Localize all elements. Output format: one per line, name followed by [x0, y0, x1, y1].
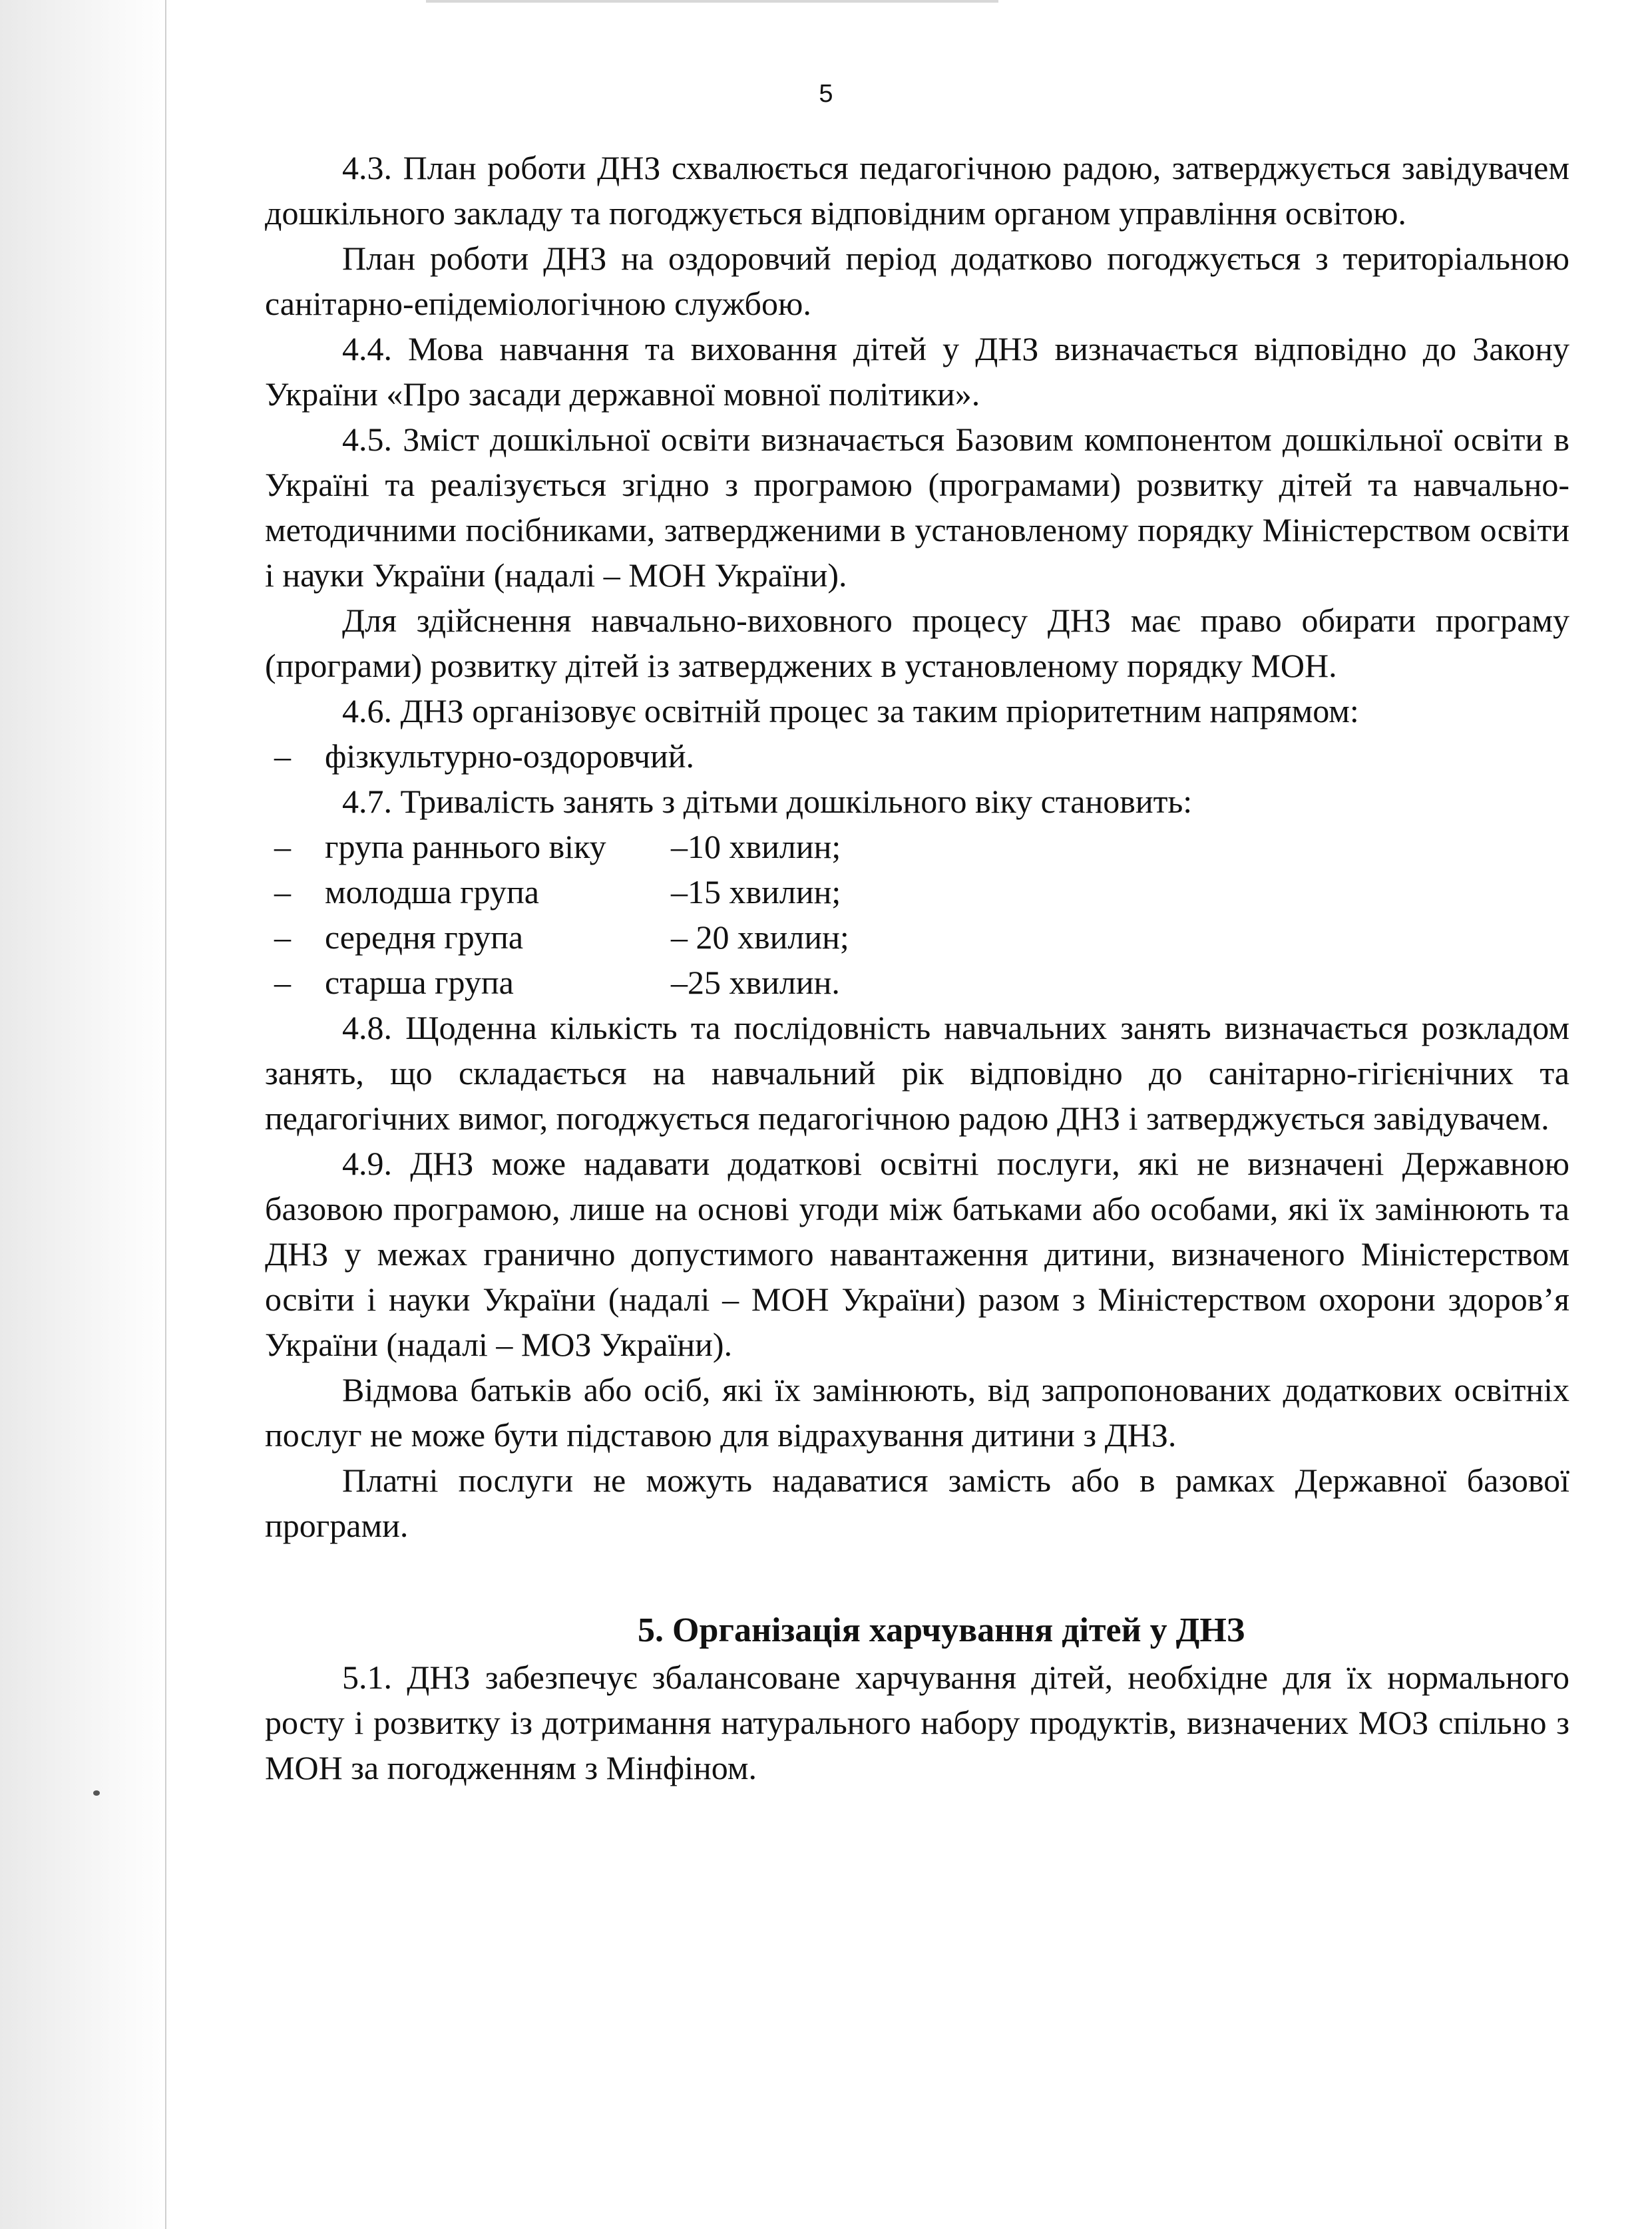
list-item-duration — [265, 960, 1569, 1005]
paragraph-refusal: Відмова батьків або осіб, які їх замінюють, від запропонованих додаткових освітніх послуг не може бути підставою для відрахування дитини з ДНЗ. — [265, 1371, 1569, 1454]
paragraph-paid-services: Платні послуги не можуть надаватися замість або в рамках Державної базової програми. — [265, 1462, 1569, 1544]
list-dash: – — [274, 964, 291, 1001]
paragraph-4-5: 4.5. Зміст дошкільної освіти визначається Базовим компонентом дошкільної освіти в Україні та реалізується згідно з програмою (програмами) розвитку дітей та навчально-методичними посібниками, затвердженими в установленому порядку Міністерством освіти і науки України (надалі – МОН України). — [265, 421, 1569, 594]
section-heading: 5. Організація харчування дітей у ДНЗ — [638, 1611, 1245, 1649]
list-item-label: молодша група — [325, 873, 539, 911]
page-number: 5 — [819, 80, 833, 108]
paragraph-4-3: 4.3. План роботи ДНЗ схвалюється педагогічною радою, затверджується завідувачем дошкільного закладу та погоджується відповідним органом управління освітою. — [265, 149, 1569, 232]
list-item-value: –10 хвилин; — [671, 828, 841, 865]
document-body — [265, 145, 1569, 1790]
paragraph-5-1: 5.1. ДНЗ забезпечує збалансоване харчування дітей, необхідне для їх нормального росту і розвитку із дотримання натурального набору продуктів, визначених МОЗ спільно з МОН за погодженням з Мінфіном. — [265, 1659, 1569, 1786]
paragraph-4-8: 4.8. Щоденна кількість та послідовність навчальних занять визначається розкладом занять, що складається на навчальний рік відповідно до санітарно-гігієнічних та педагогічних вимог, погоджується педагогічною радою ДНЗ і затверджується завідувачем. — [265, 1009, 1569, 1137]
list-dash: – — [274, 828, 291, 865]
paragraph-plan-summer: План роботи ДНЗ на оздоровчий період додатково погоджується з територіальною санітарно-епідеміологічною службою. — [265, 240, 1569, 322]
list-item-value: –15 хвилин; — [671, 873, 841, 911]
scan-page-edge — [165, 0, 166, 2229]
list-item-duration — [265, 914, 1569, 960]
paragraph-4-7: 4.7. Тривалість занять з дітьми дошкільного віку становить: — [342, 783, 1193, 820]
paragraph-4-6: 4.6. ДНЗ організовує освітній процес за таким пріоритетним напрямом: — [342, 692, 1359, 729]
list-dash: – — [274, 918, 291, 956]
paragraph-program-choice: Для здійснення навчально-виховного процесу ДНЗ має право обирати програму (програми) розвитку дітей із затверджених в установленому порядку МОН. — [265, 602, 1569, 684]
scan-page-shadow — [0, 0, 173, 2229]
paragraph-4-9: 4.9. ДНЗ може надавати додаткові освітні послуги, які не визначені Державною базовою програмою, лише на основі угоди між батьками або особами, які їх замінюють та ДНЗ у межах гранично допустимого навантаження дитини, визначеного Міністерством освіти і науки України (надалі – МОН України) разом з Міністерством охорони здоров’я України (надалі – МОЗ України). — [265, 1145, 1569, 1363]
list-item-label: фізкультурно-оздоровчий. — [325, 737, 695, 775]
list-dash: – — [274, 873, 291, 911]
list-item-value: – 20 хвилин; — [671, 918, 849, 956]
list-item-label: старша група — [325, 964, 514, 1001]
list-item-duration — [265, 869, 1569, 914]
scan-speck — [93, 1790, 100, 1796]
list-item-priority — [265, 733, 1569, 779]
list-item-value: –25 хвилин. — [671, 964, 840, 1001]
scan-top-mark — [426, 0, 998, 3]
list-item-label: група раннього віку — [325, 828, 606, 865]
list-item-duration — [265, 824, 1569, 869]
list-dash: – — [274, 737, 291, 775]
list-item-label: середня група — [325, 918, 524, 956]
paragraph-4-4: 4.4. Мова навчання та виховання дітей у ДНЗ визначається відповідно до Закону України «Про засади державної мовної політики». — [265, 330, 1569, 413]
